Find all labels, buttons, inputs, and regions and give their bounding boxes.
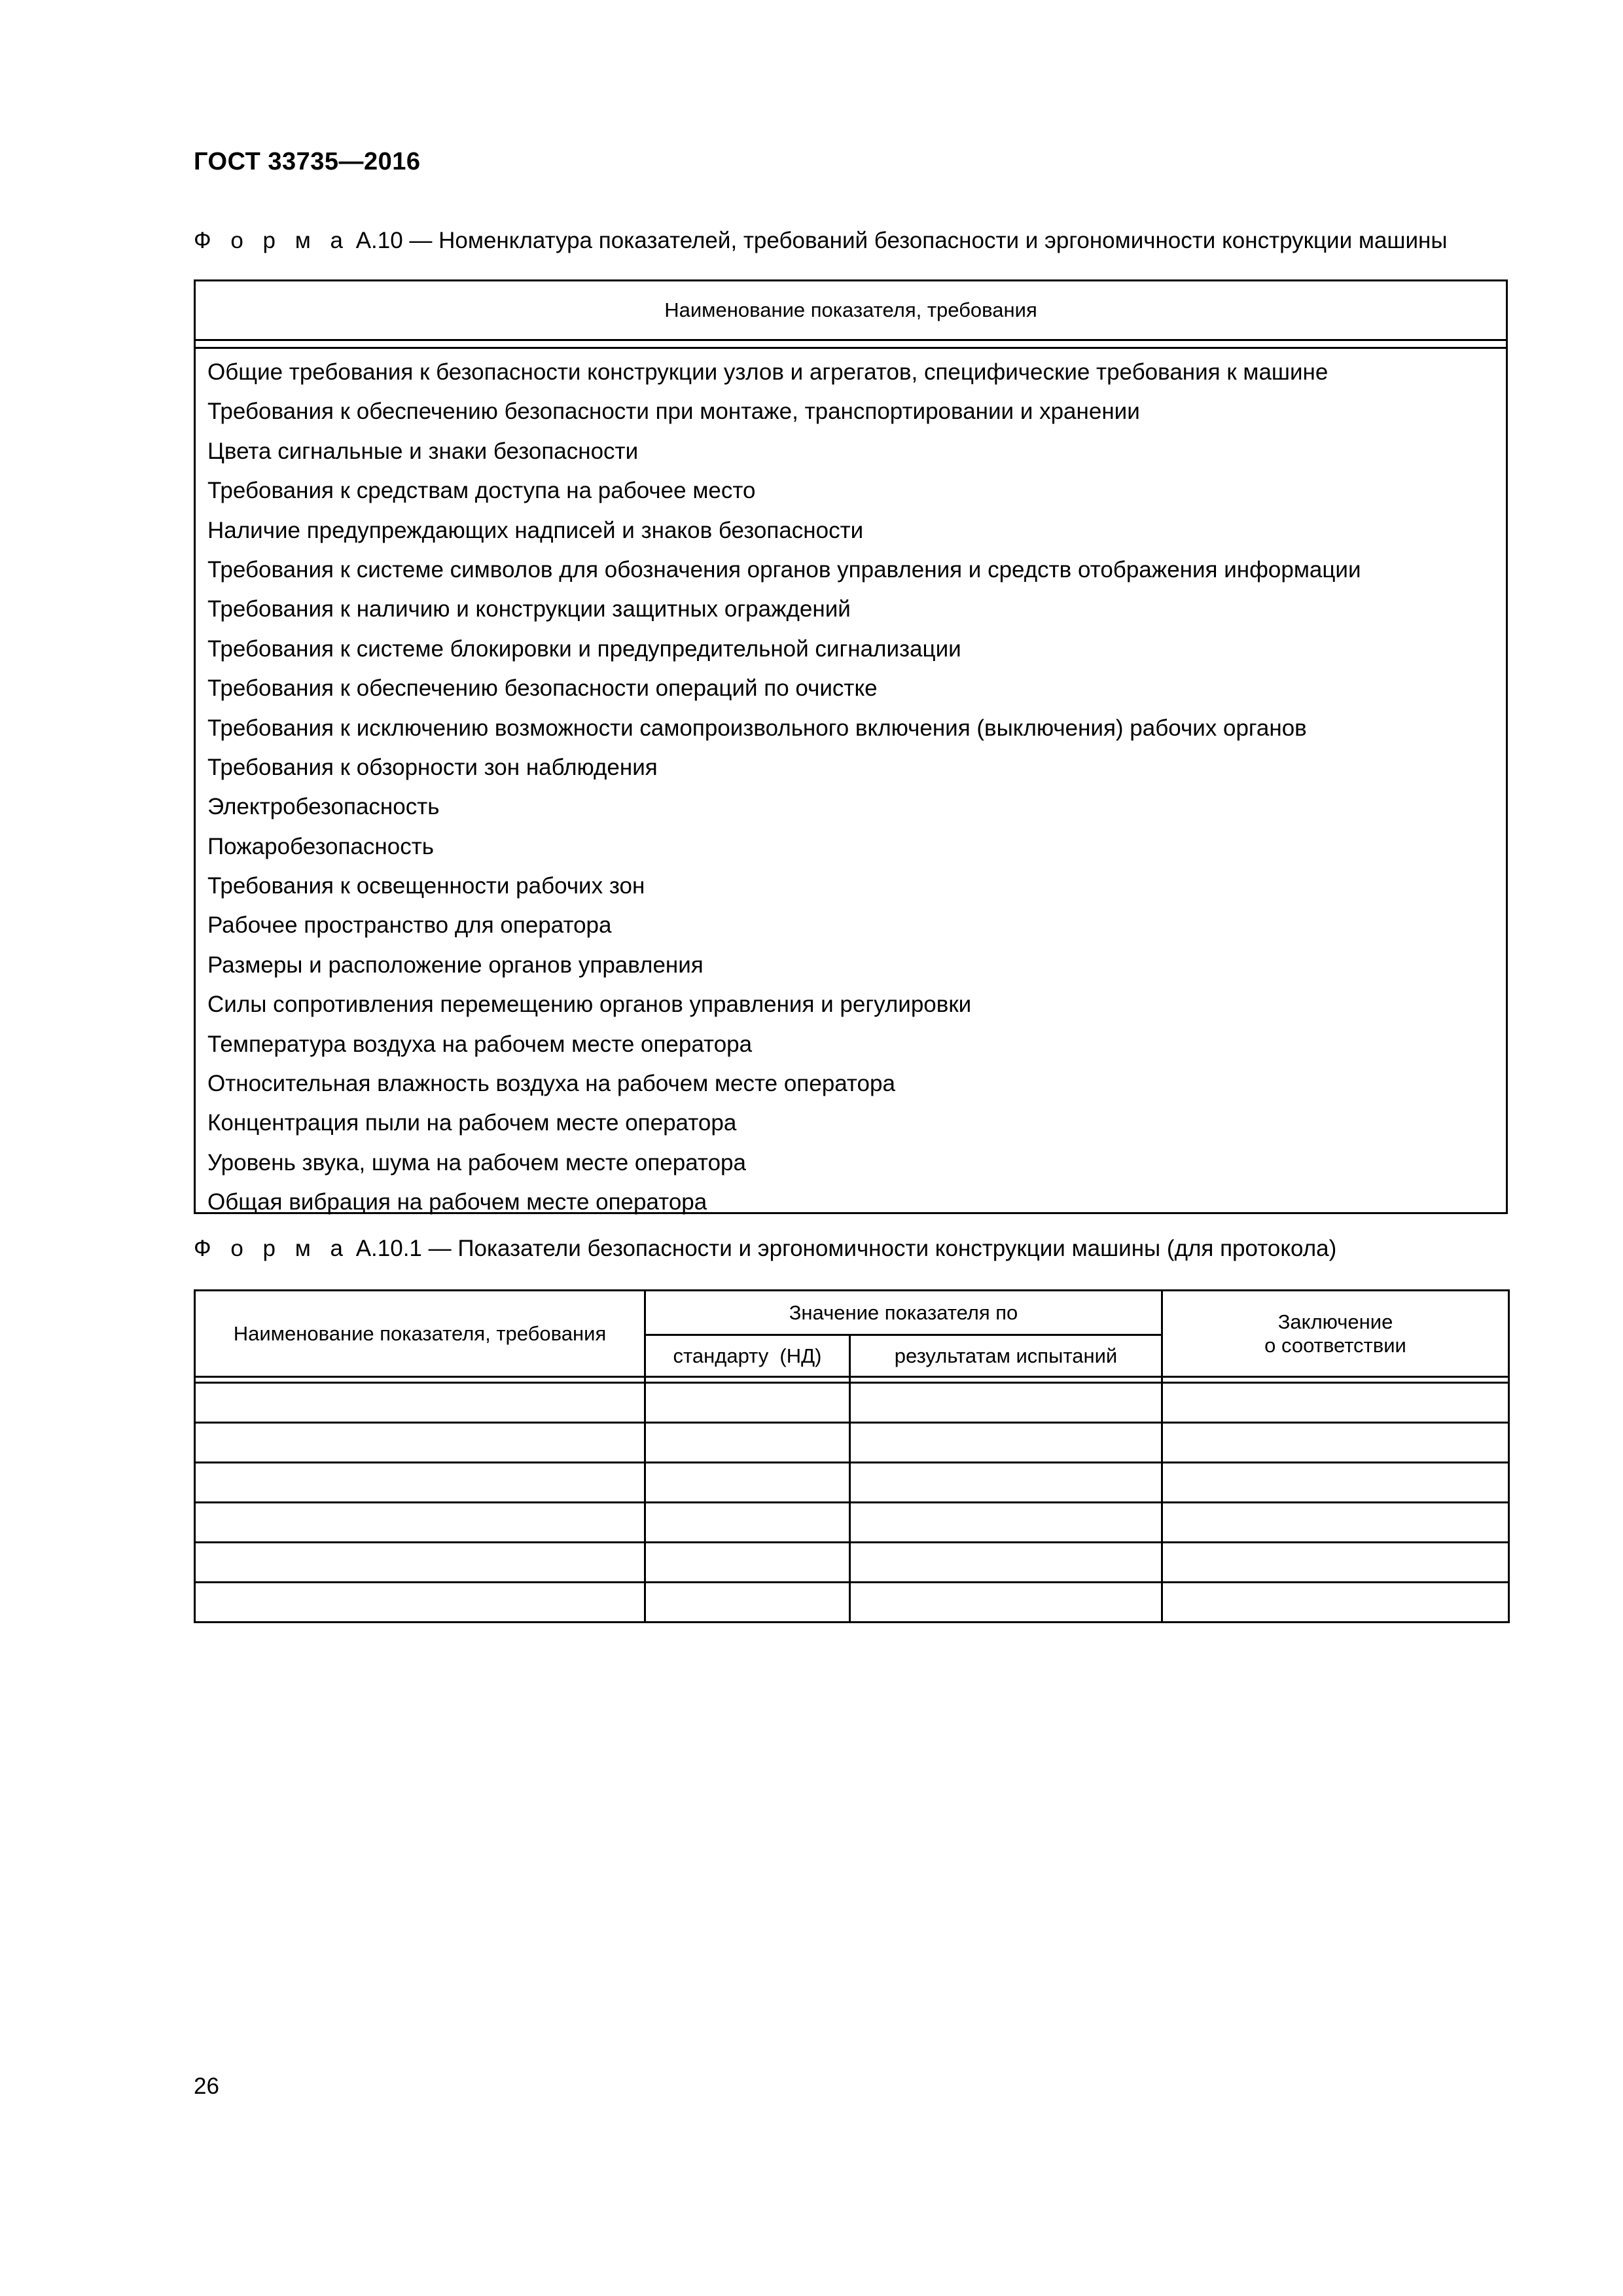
table-cell xyxy=(195,1423,645,1463)
table-cell xyxy=(1162,1583,1509,1623)
list-item: Пожаробезопасность xyxy=(207,833,434,859)
table-row xyxy=(195,1383,1509,1423)
header-test-results: результатам испытаний xyxy=(850,1335,1162,1377)
table-cell xyxy=(645,1543,850,1583)
list-item: Требования к освещенности рабочих зон xyxy=(207,873,645,899)
list-item: Требования к обеспечению безопасности при монтаже, транспортировании и хранении xyxy=(207,399,1140,425)
list-item: Цвета сигнальные и знаки безопасности xyxy=(207,438,639,464)
table-cell xyxy=(850,1383,1162,1423)
form-label: Ф о р м а xyxy=(194,1236,349,1261)
list-item: Температура воздуха на рабочем месте оператора xyxy=(207,1031,753,1057)
list-item: Требования к средствам доступа на рабочее место xyxy=(207,478,756,504)
document-code: ГОСТ 33735—2016 xyxy=(194,148,421,175)
list-item: Требования к обеспечению безопасности операций по очистке xyxy=(207,675,878,702)
header-conclusion-line2: о соответствии xyxy=(1264,1333,1406,1357)
list-item: Требования к исключению возможности самопроизвольного включения (выключения) рабочих органов xyxy=(207,715,1307,741)
table-cell xyxy=(645,1463,850,1503)
form-a10-1-title: А.10.1 — Показатели безопасности и эргономичности конструкции машины (для протокола) xyxy=(349,1236,1337,1261)
list-item: Электробезопасность xyxy=(207,794,440,820)
list-item: Размеры и расположение органов управления xyxy=(207,952,704,978)
table-cell xyxy=(850,1463,1162,1503)
table-cell xyxy=(195,1543,645,1583)
table-row xyxy=(195,1543,1509,1583)
list-item: Требования к обзорности зон наблюдения xyxy=(207,754,658,780)
page-number: 26 xyxy=(194,2073,219,2099)
header-standard: стандарту (НД) xyxy=(645,1335,850,1377)
header-double-rule xyxy=(195,1377,1509,1383)
header-value-group: Значение показателя по xyxy=(645,1291,1162,1335)
list-item: Рабочее пространство для оператора xyxy=(207,912,612,939)
table-row xyxy=(195,1503,1509,1543)
form-a10-1-table xyxy=(194,1289,1510,1623)
table-cell xyxy=(1162,1463,1509,1503)
table-cell xyxy=(1162,1383,1509,1423)
header-conclusion xyxy=(1162,1291,1509,1377)
table-row xyxy=(195,1423,1509,1463)
header-indicator-name: Наименование показателя, требования xyxy=(195,1291,645,1377)
form-a10-title: А.10 — Номенклатура показателей, требований безопасности и эргономичности конструкции машины xyxy=(349,228,1448,253)
header-double-rule xyxy=(196,341,1506,349)
table-cell xyxy=(645,1583,850,1623)
list-item: Концентрация пыли на рабочем месте оператора xyxy=(207,1110,737,1136)
indicator-list xyxy=(196,349,1506,1223)
table-cell xyxy=(195,1503,645,1543)
list-item: Наличие предупреждающих надписей и знаков безопасности xyxy=(207,517,864,543)
list-item: Требования к наличию и конструкции защитных ограждений xyxy=(207,596,851,622)
table-row xyxy=(195,1583,1509,1623)
column-header: Наименование показателя, требования xyxy=(196,281,1506,341)
table-cell xyxy=(645,1423,850,1463)
table-row xyxy=(195,1463,1509,1503)
table-cell xyxy=(195,1583,645,1623)
list-item: Общая вибрация на рабочем месте оператора xyxy=(207,1189,707,1215)
list-item: Требования к системе блокировки и предупредительной сигнализации xyxy=(207,636,961,662)
table-cell xyxy=(1162,1543,1509,1583)
table-cell xyxy=(1162,1423,1509,1463)
table-cell xyxy=(195,1383,645,1423)
list-item: Общие требования к безопасности конструкции узлов и агрегатов, специфические требования к машине xyxy=(207,359,1329,385)
table-cell xyxy=(645,1383,850,1423)
table-cell xyxy=(645,1503,850,1543)
table-cell xyxy=(850,1543,1162,1583)
form-a10-table xyxy=(194,279,1508,1214)
form-label: Ф о р м а xyxy=(194,228,349,253)
table-cell xyxy=(850,1423,1162,1463)
list-item: Относительная влажность воздуха на рабочем месте оператора xyxy=(207,1071,895,1097)
table-cell xyxy=(850,1503,1162,1543)
header-conclusion-line1: Заключение xyxy=(1277,1310,1393,1333)
list-item: Требования к системе символов для обозначения органов управления и средств отображения информации xyxy=(207,556,1361,583)
table-cell xyxy=(850,1583,1162,1623)
form-a10-1-caption xyxy=(194,1236,1336,1262)
list-item: Уровень звука, шума на рабочем месте оператора xyxy=(207,1149,746,1175)
list-item: Силы сопротивления перемещению органов управления и регулировки xyxy=(207,992,972,1018)
table-cell xyxy=(1162,1503,1509,1543)
table-cell xyxy=(195,1463,645,1503)
form-a10-caption xyxy=(194,228,1448,254)
